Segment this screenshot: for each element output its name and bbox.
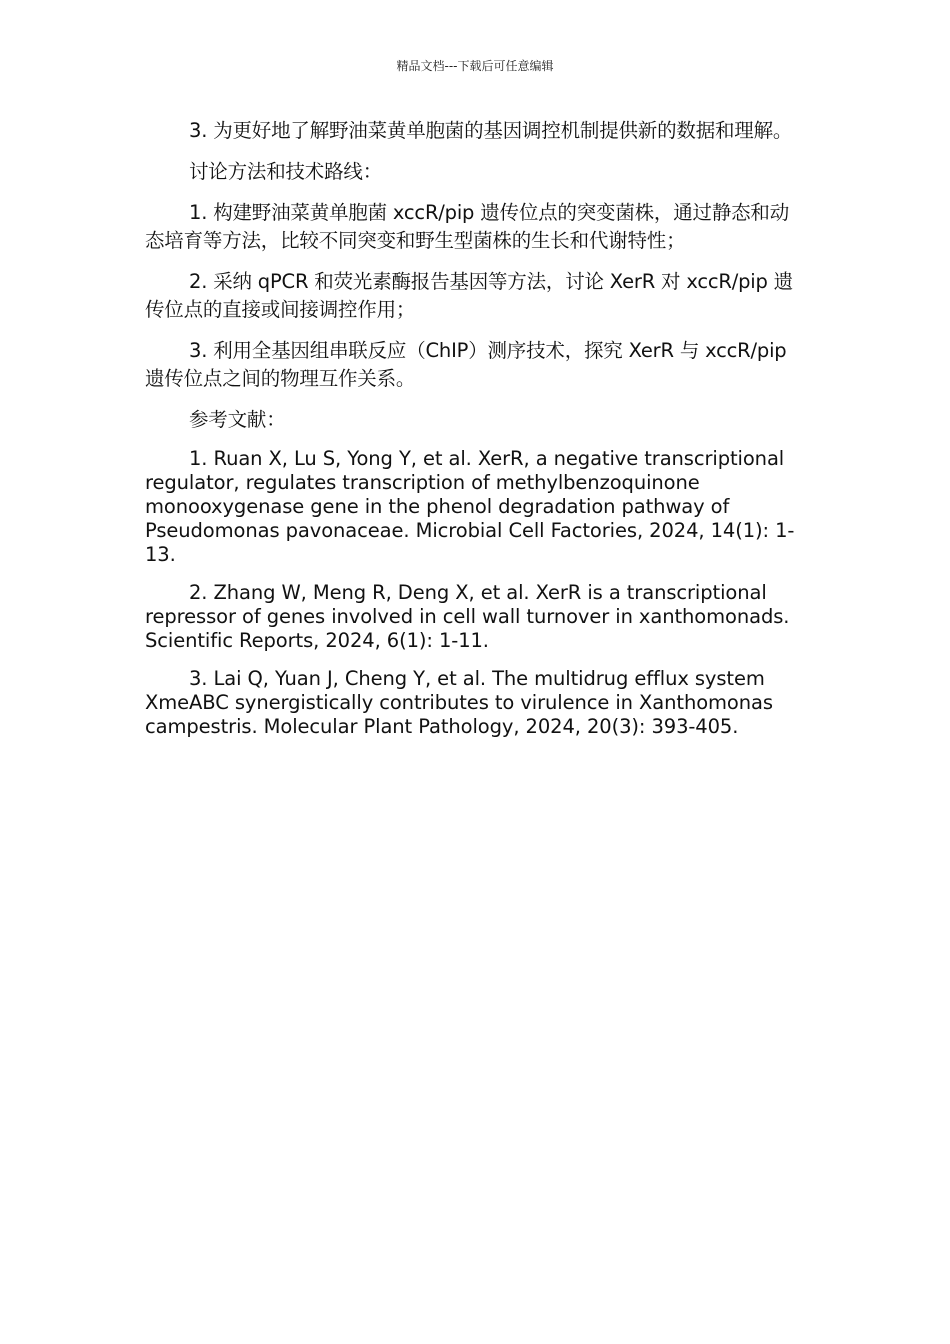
paragraph-objective-3: 3. 为更好地了解野油菜黄单胞菌的基因调控机制提供新的数据和理解。	[189, 119, 793, 142]
reference-3: 3. Lai Q, Yuan J, Cheng Y, et al. The multidrug efflux system XmeABC synergistically contributes to virulence in Xanthomonas campestris. Molecular Plant Pathology, 2024, 20(3): 393-405.	[145, 667, 773, 738]
reference-1: 1. Ruan X, Lu S, Yong Y, et al. XerR, a negative transcriptional regulator, regulates transcription of methylbenzoquinone monooxygenase gene in the phenol degradation pathway of Pseudomonas pavonaceae. Microbial Cell Factories, 2024, 14(1): 1-13.	[145, 447, 795, 566]
references-heading: 参考文献：	[189, 408, 286, 431]
reference-2: 2. Zhang W, Meng R, Deng X, et al. XerR is a transcriptional repressor of genes involved in cell wall turnover in xanthomonads. Scientific Reports, 2024, 6(1): 1-11.	[145, 581, 790, 652]
page-header: 精品文档---下载后可任意编辑	[396, 59, 554, 73]
paragraph-methods-heading: 讨论方法和技术路线：	[189, 160, 383, 183]
paragraph-method-2: 2. 采纳 qPCR 和荧光素酶报告基因等方法，讨论 XerR 对 xccR/pip 遗传位点的直接或间接调控作用；	[145, 270, 793, 321]
paragraph-method-1: 1. 构建野油菜黄单胞菌 xccR/pip 遗传位点的突变菌株，通过静态和动态培育等方法，比较不同突变和野生型菌株的生长和代谢特性；	[145, 201, 790, 252]
document-body	[145, 117, 807, 753]
paragraph-method-3: 3. 利用全基因组串联反应（ChIP）测序技术，探究 XerR 与 xccR/pip 遗传位点之间的物理互作关系。	[145, 339, 787, 390]
